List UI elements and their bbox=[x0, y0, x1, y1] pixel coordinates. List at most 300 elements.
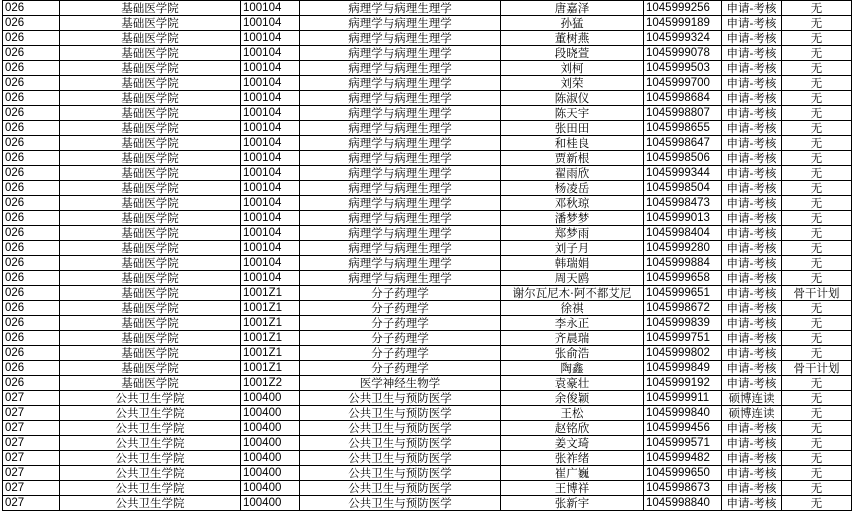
major-name-cell: 公共卫生与预防医学 bbox=[300, 466, 501, 481]
table-row bbox=[3, 166, 852, 181]
major-code-cell: 100104 bbox=[241, 166, 300, 181]
college-code-cell: 026 bbox=[3, 181, 60, 196]
major-name-cell: 病理学与病理生理学 bbox=[300, 151, 501, 166]
exam-number-cell: 1045999751 bbox=[644, 331, 722, 346]
special-plan-cell: 无 bbox=[782, 166, 852, 181]
college-name-cell: 基础医学院 bbox=[60, 1, 241, 16]
college-name-cell: 基础医学院 bbox=[60, 211, 241, 226]
admission-method-cell: 申请-考核 bbox=[722, 196, 782, 211]
admission-method-cell: 申请-考核 bbox=[722, 496, 782, 511]
table-row bbox=[3, 391, 852, 406]
student-name-cell: 刘柯 bbox=[501, 61, 644, 76]
student-name-cell: 韩瑞娟 bbox=[501, 256, 644, 271]
special-plan-cell: 无 bbox=[782, 16, 852, 31]
major-code-cell: 100400 bbox=[241, 496, 300, 511]
major-name-cell: 分子药理学 bbox=[300, 331, 501, 346]
exam-number-cell: 1045998404 bbox=[644, 226, 722, 241]
admission-method-cell: 申请-考核 bbox=[722, 211, 782, 226]
exam-number-cell: 1045999571 bbox=[644, 436, 722, 451]
table-row bbox=[3, 376, 852, 391]
college-code-cell: 026 bbox=[3, 76, 60, 91]
student-name-cell: 谢尔瓦尼木·阿不都艾尼 bbox=[501, 286, 644, 301]
college-code-cell: 027 bbox=[3, 466, 60, 481]
table-row bbox=[3, 361, 852, 376]
college-name-cell: 基础医学院 bbox=[60, 136, 241, 151]
college-name-cell: 基础医学院 bbox=[60, 376, 241, 391]
exam-number-cell: 1045999503 bbox=[644, 61, 722, 76]
major-name-cell: 公共卫生与预防医学 bbox=[300, 451, 501, 466]
special-plan-cell: 无 bbox=[782, 31, 852, 46]
student-name-cell: 袁豪壮 bbox=[501, 376, 644, 391]
major-name-cell: 分子药理学 bbox=[300, 286, 501, 301]
college-code-cell: 027 bbox=[3, 406, 60, 421]
special-plan-cell: 无 bbox=[782, 391, 852, 406]
college-name-cell: 基础医学院 bbox=[60, 196, 241, 211]
college-name-cell: 基础医学院 bbox=[60, 361, 241, 376]
admission-method-cell: 申请-考核 bbox=[722, 376, 782, 391]
major-name-cell: 病理学与病理生理学 bbox=[300, 256, 501, 271]
admission-method-cell: 申请-考核 bbox=[722, 301, 782, 316]
college-code-cell: 026 bbox=[3, 256, 60, 271]
major-name-cell: 分子药理学 bbox=[300, 301, 501, 316]
major-name-cell: 公共卫生与预防医学 bbox=[300, 406, 501, 421]
special-plan-cell: 无 bbox=[782, 121, 852, 136]
major-code-cell: 100104 bbox=[241, 226, 300, 241]
college-code-cell: 026 bbox=[3, 211, 60, 226]
admission-method-cell: 申请-考核 bbox=[722, 466, 782, 481]
college-code-cell: 026 bbox=[3, 31, 60, 46]
table-row bbox=[3, 436, 852, 451]
major-code-cell: 100104 bbox=[241, 256, 300, 271]
college-name-cell: 基础医学院 bbox=[60, 346, 241, 361]
special-plan-cell: 无 bbox=[782, 211, 852, 226]
exam-number-cell: 1045999324 bbox=[644, 31, 722, 46]
college-name-cell: 基础医学院 bbox=[60, 256, 241, 271]
major-code-cell: 1001Z1 bbox=[241, 346, 300, 361]
major-name-cell: 病理学与病理生理学 bbox=[300, 46, 501, 61]
admission-method-cell: 申请-考核 bbox=[722, 106, 782, 121]
table-row bbox=[3, 226, 852, 241]
exam-number-cell: 1045999344 bbox=[644, 166, 722, 181]
admission-list-table bbox=[2, 0, 852, 511]
admission-method-cell: 申请-考核 bbox=[722, 436, 782, 451]
table-row bbox=[3, 241, 852, 256]
student-name-cell: 徐祺 bbox=[501, 301, 644, 316]
college-code-cell: 027 bbox=[3, 451, 60, 466]
special-plan-cell: 骨干计划 bbox=[782, 286, 852, 301]
major-name-cell: 分子药理学 bbox=[300, 361, 501, 376]
student-name-cell: 陶鑫 bbox=[501, 361, 644, 376]
table-row bbox=[3, 31, 852, 46]
major-code-cell: 100104 bbox=[241, 121, 300, 136]
admission-method-cell: 申请-考核 bbox=[722, 346, 782, 361]
college-name-cell: 基础医学院 bbox=[60, 181, 241, 196]
exam-number-cell: 1045999911 bbox=[644, 391, 722, 406]
special-plan-cell: 无 bbox=[782, 301, 852, 316]
admission-method-cell: 申请-考核 bbox=[722, 151, 782, 166]
student-name-cell: 张田田 bbox=[501, 121, 644, 136]
college-code-cell: 026 bbox=[3, 121, 60, 136]
college-name-cell: 基础医学院 bbox=[60, 121, 241, 136]
special-plan-cell: 无 bbox=[782, 346, 852, 361]
major-code-cell: 100104 bbox=[241, 46, 300, 61]
major-code-cell: 1001Z1 bbox=[241, 301, 300, 316]
exam-number-cell: 1045999456 bbox=[644, 421, 722, 436]
major-name-cell: 病理学与病理生理学 bbox=[300, 121, 501, 136]
student-name-cell: 姜文琦 bbox=[501, 436, 644, 451]
college-code-cell: 026 bbox=[3, 16, 60, 31]
exam-number-cell: 1045999650 bbox=[644, 466, 722, 481]
special-plan-cell: 无 bbox=[782, 466, 852, 481]
student-name-cell: 张新宇 bbox=[501, 496, 644, 511]
major-code-cell: 100104 bbox=[241, 76, 300, 91]
college-name-cell: 基础医学院 bbox=[60, 271, 241, 286]
table-row bbox=[3, 211, 852, 226]
major-code-cell: 1001Z1 bbox=[241, 331, 300, 346]
exam-number-cell: 1045999482 bbox=[644, 451, 722, 466]
admission-method-cell: 申请-考核 bbox=[722, 1, 782, 16]
exam-number-cell: 1045998673 bbox=[644, 481, 722, 496]
exam-number-cell: 1045999849 bbox=[644, 361, 722, 376]
table-row bbox=[3, 331, 852, 346]
major-name-cell: 公共卫生与预防医学 bbox=[300, 421, 501, 436]
special-plan-cell: 无 bbox=[782, 136, 852, 151]
major-code-cell: 100104 bbox=[241, 241, 300, 256]
major-code-cell: 100400 bbox=[241, 421, 300, 436]
admission-method-cell: 申请-考核 bbox=[722, 121, 782, 136]
admission-method-cell: 申请-考核 bbox=[722, 451, 782, 466]
admission-method-cell: 申请-考核 bbox=[722, 271, 782, 286]
college-code-cell: 026 bbox=[3, 91, 60, 106]
table-row bbox=[3, 301, 852, 316]
major-code-cell: 100104 bbox=[241, 136, 300, 151]
major-name-cell: 病理学与病理生理学 bbox=[300, 226, 501, 241]
exam-number-cell: 1045998840 bbox=[644, 496, 722, 511]
major-name-cell: 公共卫生与预防医学 bbox=[300, 436, 501, 451]
exam-number-cell: 1045998807 bbox=[644, 106, 722, 121]
major-name-cell: 病理学与病理生理学 bbox=[300, 76, 501, 91]
college-code-cell: 026 bbox=[3, 316, 60, 331]
table-row bbox=[3, 406, 852, 421]
student-name-cell: 和桂良 bbox=[501, 136, 644, 151]
college-code-cell: 026 bbox=[3, 301, 60, 316]
table-row bbox=[3, 451, 852, 466]
college-name-cell: 基础医学院 bbox=[60, 166, 241, 181]
exam-number-cell: 1045999256 bbox=[644, 1, 722, 16]
special-plan-cell: 无 bbox=[782, 496, 852, 511]
table-row bbox=[3, 91, 852, 106]
student-name-cell: 王博祥 bbox=[501, 481, 644, 496]
college-name-cell: 基础医学院 bbox=[60, 46, 241, 61]
major-code-cell: 1001Z1 bbox=[241, 361, 300, 376]
college-name-cell: 基础医学院 bbox=[60, 316, 241, 331]
special-plan-cell: 无 bbox=[782, 151, 852, 166]
student-name-cell: 刘子月 bbox=[501, 241, 644, 256]
major-name-cell: 病理学与病理生理学 bbox=[300, 211, 501, 226]
table-row bbox=[3, 151, 852, 166]
college-name-cell: 公共卫生学院 bbox=[60, 391, 241, 406]
major-name-cell: 病理学与病理生理学 bbox=[300, 1, 501, 16]
college-code-cell: 026 bbox=[3, 241, 60, 256]
special-plan-cell: 无 bbox=[782, 61, 852, 76]
special-plan-cell: 无 bbox=[782, 436, 852, 451]
table-row bbox=[3, 181, 852, 196]
admission-method-cell: 申请-考核 bbox=[722, 91, 782, 106]
exam-number-cell: 1045998504 bbox=[644, 181, 722, 196]
table-row bbox=[3, 121, 852, 136]
student-name-cell: 李永正 bbox=[501, 316, 644, 331]
table-row bbox=[3, 466, 852, 481]
admission-method-cell: 申请-考核 bbox=[722, 31, 782, 46]
college-code-cell: 026 bbox=[3, 331, 60, 346]
college-name-cell: 公共卫生学院 bbox=[60, 481, 241, 496]
student-name-cell: 陈天宇 bbox=[501, 106, 644, 121]
college-code-cell: 026 bbox=[3, 196, 60, 211]
major-code-cell: 100104 bbox=[241, 271, 300, 286]
special-plan-cell: 无 bbox=[782, 481, 852, 496]
admission-method-cell: 申请-考核 bbox=[722, 481, 782, 496]
college-code-cell: 026 bbox=[3, 61, 60, 76]
special-plan-cell: 无 bbox=[782, 256, 852, 271]
admission-method-cell: 申请-考核 bbox=[722, 166, 782, 181]
student-name-cell: 张俞浩 bbox=[501, 346, 644, 361]
table-row bbox=[3, 76, 852, 91]
college-name-cell: 公共卫生学院 bbox=[60, 466, 241, 481]
major-name-cell: 病理学与病理生理学 bbox=[300, 196, 501, 211]
college-code-cell: 026 bbox=[3, 46, 60, 61]
admission-method-cell: 硕博连读 bbox=[722, 391, 782, 406]
major-name-cell: 病理学与病理生理学 bbox=[300, 16, 501, 31]
major-code-cell: 100400 bbox=[241, 481, 300, 496]
major-name-cell: 分子药理学 bbox=[300, 316, 501, 331]
exam-number-cell: 1045999189 bbox=[644, 16, 722, 31]
college-name-cell: 公共卫生学院 bbox=[60, 436, 241, 451]
student-name-cell: 唐嘉泽 bbox=[501, 1, 644, 16]
special-plan-cell: 无 bbox=[782, 91, 852, 106]
exam-number-cell: 1045998684 bbox=[644, 91, 722, 106]
major-name-cell: 病理学与病理生理学 bbox=[300, 136, 501, 151]
major-name-cell: 公共卫生与预防医学 bbox=[300, 391, 501, 406]
college-code-cell: 026 bbox=[3, 286, 60, 301]
major-code-cell: 100400 bbox=[241, 466, 300, 481]
table-row bbox=[3, 316, 852, 331]
special-plan-cell: 无 bbox=[782, 226, 852, 241]
exam-number-cell: 1045999840 bbox=[644, 406, 722, 421]
special-plan-cell: 无 bbox=[782, 106, 852, 121]
student-name-cell: 孙猛 bbox=[501, 16, 644, 31]
major-code-cell: 100104 bbox=[241, 16, 300, 31]
college-name-cell: 基础医学院 bbox=[60, 151, 241, 166]
college-name-cell: 基础医学院 bbox=[60, 91, 241, 106]
admission-method-cell: 申请-考核 bbox=[722, 61, 782, 76]
special-plan-cell: 无 bbox=[782, 421, 852, 436]
student-name-cell: 郑梦雨 bbox=[501, 226, 644, 241]
major-name-cell: 病理学与病理生理学 bbox=[300, 166, 501, 181]
table-body bbox=[3, 1, 852, 511]
admission-method-cell: 申请-考核 bbox=[722, 46, 782, 61]
student-name-cell: 王松 bbox=[501, 406, 644, 421]
student-name-cell: 翟雨欣 bbox=[501, 166, 644, 181]
college-code-cell: 026 bbox=[3, 226, 60, 241]
table-row bbox=[3, 421, 852, 436]
college-name-cell: 基础医学院 bbox=[60, 31, 241, 46]
special-plan-cell: 无 bbox=[782, 196, 852, 211]
college-code-cell: 026 bbox=[3, 346, 60, 361]
college-name-cell: 基础医学院 bbox=[60, 331, 241, 346]
major-code-cell: 100104 bbox=[241, 196, 300, 211]
table-row bbox=[3, 196, 852, 211]
admission-method-cell: 申请-考核 bbox=[722, 241, 782, 256]
major-name-cell: 病理学与病理生理学 bbox=[300, 91, 501, 106]
student-name-cell: 崔广巍 bbox=[501, 466, 644, 481]
admission-method-cell: 申请-考核 bbox=[722, 226, 782, 241]
college-name-cell: 基础医学院 bbox=[60, 286, 241, 301]
college-code-cell: 026 bbox=[3, 376, 60, 391]
college-name-cell: 基础医学院 bbox=[60, 226, 241, 241]
major-code-cell: 1001Z2 bbox=[241, 376, 300, 391]
special-plan-cell: 无 bbox=[782, 1, 852, 16]
college-name-cell: 基础医学院 bbox=[60, 16, 241, 31]
college-code-cell: 027 bbox=[3, 436, 60, 451]
college-code-cell: 026 bbox=[3, 106, 60, 121]
exam-number-cell: 1045999802 bbox=[644, 346, 722, 361]
table-row bbox=[3, 136, 852, 151]
college-name-cell: 公共卫生学院 bbox=[60, 406, 241, 421]
college-name-cell: 基础医学院 bbox=[60, 301, 241, 316]
college-name-cell: 公共卫生学院 bbox=[60, 421, 241, 436]
admission-method-cell: 申请-考核 bbox=[722, 76, 782, 91]
special-plan-cell: 无 bbox=[782, 376, 852, 391]
major-code-cell: 100104 bbox=[241, 1, 300, 16]
college-name-cell: 基础医学院 bbox=[60, 106, 241, 121]
exam-number-cell: 1045999658 bbox=[644, 271, 722, 286]
major-code-cell: 100104 bbox=[241, 61, 300, 76]
student-name-cell: 潘梦梦 bbox=[501, 211, 644, 226]
major-name-cell: 医学神经生物学 bbox=[300, 376, 501, 391]
table-row bbox=[3, 256, 852, 271]
table-row bbox=[3, 271, 852, 286]
admission-method-cell: 申请-考核 bbox=[722, 16, 782, 31]
major-name-cell: 病理学与病理生理学 bbox=[300, 106, 501, 121]
college-code-cell: 027 bbox=[3, 496, 60, 511]
college-name-cell: 基础医学院 bbox=[60, 61, 241, 76]
student-name-cell: 齐晨瑞 bbox=[501, 331, 644, 346]
major-code-cell: 100400 bbox=[241, 391, 300, 406]
special-plan-cell: 无 bbox=[782, 406, 852, 421]
exam-number-cell: 1045998672 bbox=[644, 301, 722, 316]
major-code-cell: 1001Z1 bbox=[241, 286, 300, 301]
college-name-cell: 公共卫生学院 bbox=[60, 496, 241, 511]
student-name-cell: 张祚绪 bbox=[501, 451, 644, 466]
exam-number-cell: 1045999884 bbox=[644, 256, 722, 271]
college-code-cell: 026 bbox=[3, 166, 60, 181]
major-code-cell: 100104 bbox=[241, 151, 300, 166]
table-row bbox=[3, 61, 852, 76]
special-plan-cell: 无 bbox=[782, 331, 852, 346]
major-code-cell: 100400 bbox=[241, 436, 300, 451]
student-name-cell: 邓秋琼 bbox=[501, 196, 644, 211]
major-name-cell: 病理学与病理生理学 bbox=[300, 271, 501, 286]
exam-number-cell: 1045998655 bbox=[644, 121, 722, 136]
admission-method-cell: 申请-考核 bbox=[722, 256, 782, 271]
major-code-cell: 100104 bbox=[241, 181, 300, 196]
major-name-cell: 公共卫生与预防医学 bbox=[300, 496, 501, 511]
college-code-cell: 026 bbox=[3, 151, 60, 166]
college-code-cell: 026 bbox=[3, 361, 60, 376]
college-name-cell: 公共卫生学院 bbox=[60, 451, 241, 466]
major-code-cell: 1001Z1 bbox=[241, 316, 300, 331]
major-name-cell: 公共卫生与预防医学 bbox=[300, 481, 501, 496]
student-name-cell: 段晓萱 bbox=[501, 46, 644, 61]
exam-number-cell: 1045999013 bbox=[644, 211, 722, 226]
special-plan-cell: 无 bbox=[782, 451, 852, 466]
college-code-cell: 026 bbox=[3, 136, 60, 151]
major-code-cell: 100400 bbox=[241, 406, 300, 421]
student-name-cell: 刘荣 bbox=[501, 76, 644, 91]
special-plan-cell: 无 bbox=[782, 316, 852, 331]
exam-number-cell: 1045999280 bbox=[644, 241, 722, 256]
student-name-cell: 周天鸥 bbox=[501, 271, 644, 286]
major-name-cell: 病理学与病理生理学 bbox=[300, 181, 501, 196]
exam-number-cell: 1045999700 bbox=[644, 76, 722, 91]
college-code-cell: 026 bbox=[3, 1, 60, 16]
special-plan-cell: 无 bbox=[782, 46, 852, 61]
major-name-cell: 分子药理学 bbox=[300, 346, 501, 361]
table-row bbox=[3, 1, 852, 16]
admission-method-cell: 申请-考核 bbox=[722, 361, 782, 376]
college-code-cell: 027 bbox=[3, 421, 60, 436]
special-plan-cell: 无 bbox=[782, 76, 852, 91]
major-name-cell: 病理学与病理生理学 bbox=[300, 31, 501, 46]
special-plan-cell: 无 bbox=[782, 271, 852, 286]
college-code-cell: 026 bbox=[3, 271, 60, 286]
table-row bbox=[3, 346, 852, 361]
admission-method-cell: 申请-考核 bbox=[722, 181, 782, 196]
table-row bbox=[3, 496, 852, 511]
student-name-cell: 贾新根 bbox=[501, 151, 644, 166]
major-code-cell: 100104 bbox=[241, 211, 300, 226]
major-name-cell: 病理学与病理生理学 bbox=[300, 241, 501, 256]
admission-method-cell: 申请-考核 bbox=[722, 331, 782, 346]
exam-number-cell: 1045999078 bbox=[644, 46, 722, 61]
major-name-cell: 病理学与病理生理学 bbox=[300, 61, 501, 76]
exam-number-cell: 1045998473 bbox=[644, 196, 722, 211]
special-plan-cell: 无 bbox=[782, 241, 852, 256]
exam-number-cell: 1045999839 bbox=[644, 316, 722, 331]
admission-method-cell: 申请-考核 bbox=[722, 316, 782, 331]
admission-method-cell: 硕博连读 bbox=[722, 406, 782, 421]
table-row bbox=[3, 286, 852, 301]
student-name-cell: 余俊颖 bbox=[501, 391, 644, 406]
college-name-cell: 基础医学院 bbox=[60, 76, 241, 91]
major-code-cell: 100104 bbox=[241, 31, 300, 46]
college-code-cell: 027 bbox=[3, 481, 60, 496]
table-row bbox=[3, 481, 852, 496]
student-name-cell: 杨凌岳 bbox=[501, 181, 644, 196]
major-code-cell: 100104 bbox=[241, 106, 300, 121]
major-code-cell: 100104 bbox=[241, 91, 300, 106]
table-row bbox=[3, 106, 852, 121]
table-row bbox=[3, 46, 852, 61]
exam-number-cell: 1045998506 bbox=[644, 151, 722, 166]
admission-method-cell: 申请-考核 bbox=[722, 136, 782, 151]
admission-method-cell: 申请-考核 bbox=[722, 421, 782, 436]
special-plan-cell: 骨干计划 bbox=[782, 361, 852, 376]
major-code-cell: 100400 bbox=[241, 451, 300, 466]
college-code-cell: 027 bbox=[3, 391, 60, 406]
student-name-cell: 董树燕 bbox=[501, 31, 644, 46]
exam-number-cell: 1045999192 bbox=[644, 376, 722, 391]
